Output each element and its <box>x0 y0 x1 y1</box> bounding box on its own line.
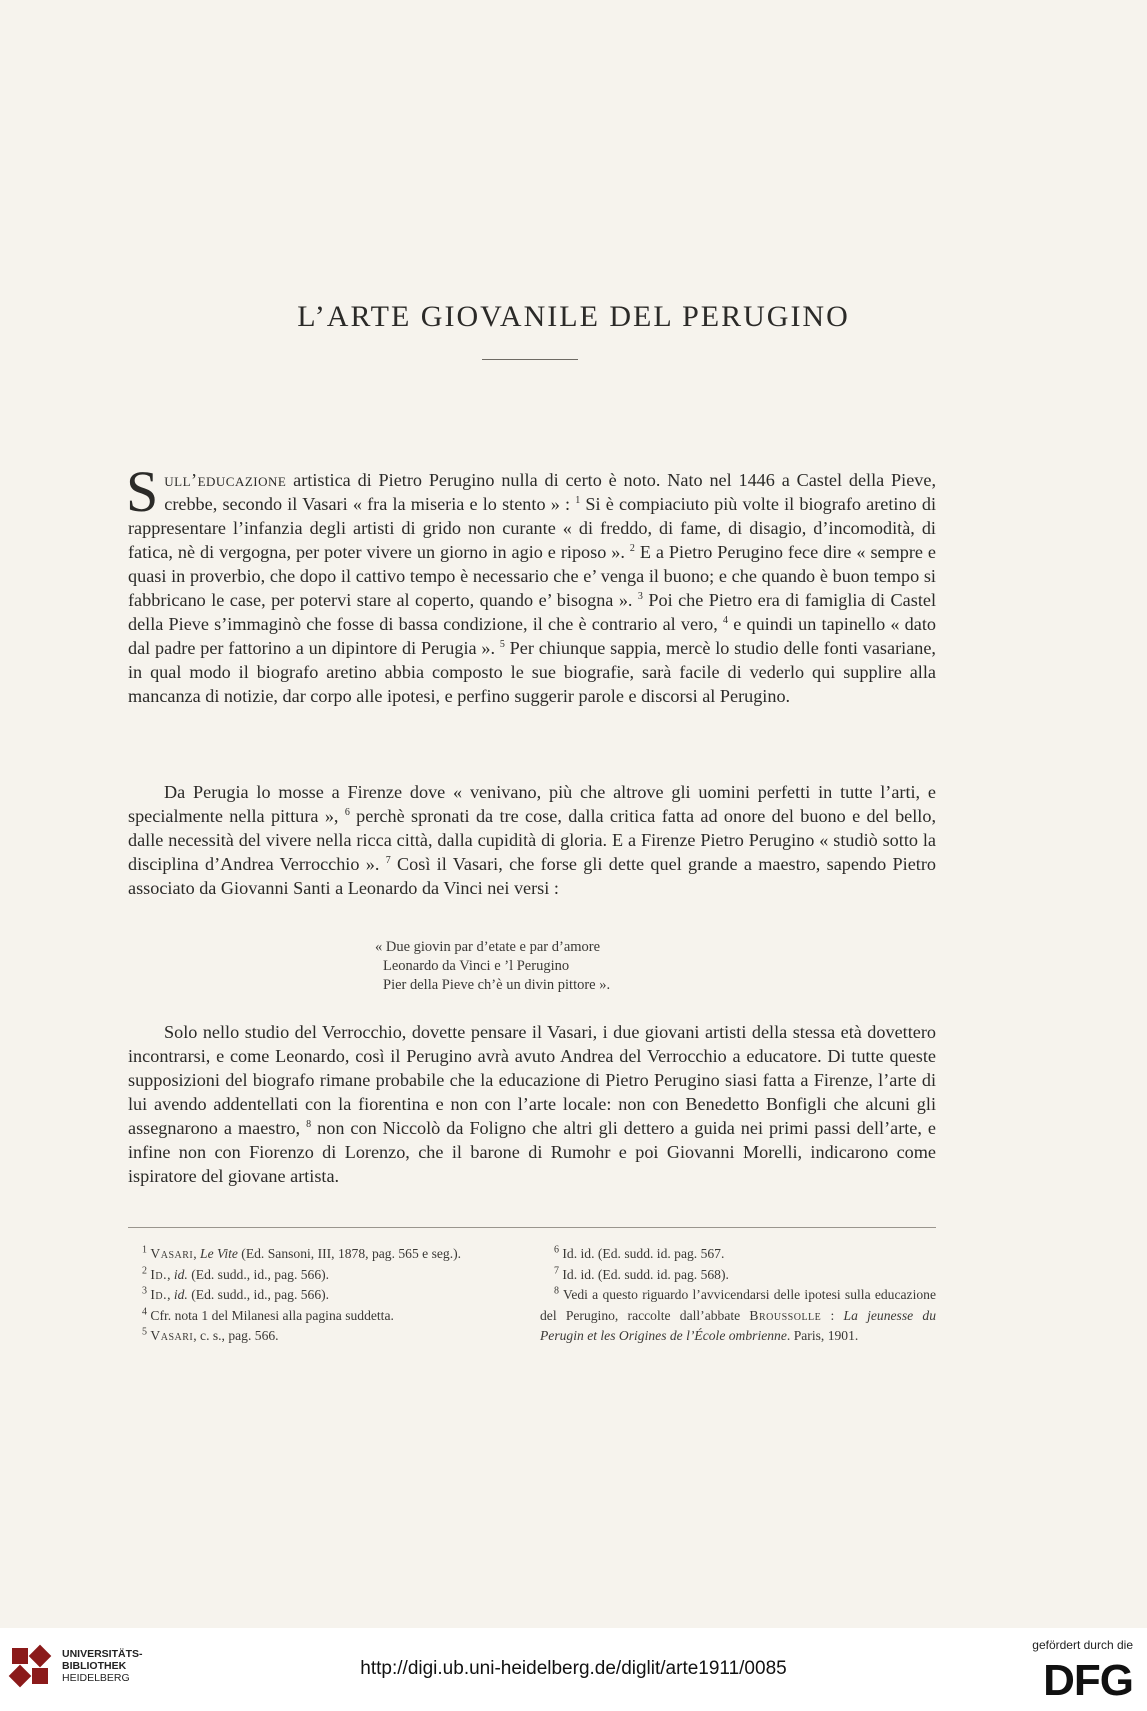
footnote-ref-5[interactable]: 5 <box>499 638 505 650</box>
footnotes-left-column <box>128 1244 520 1347</box>
footnote-author: Id. <box>150 1266 168 1282</box>
library-name-line: BIBLIOTHEK <box>62 1660 127 1672</box>
lead-in-smallcaps: ull’educazione <box>164 470 287 490</box>
footnote-title: id. <box>173 1287 188 1302</box>
paragraph-2-text-b: perchè spronati da tre cose, dalla critica fatta ad onore del buono e del bello, dalle necessità del vivere nella ricca città, dalla cupidità di gloria. E a Firenze Pietro Perugino « studiò sotto la disciplina d’Andrea Verrocchio ». <box>128 806 936 874</box>
verse-line: « Due giovin par d’etate e par d’amore <box>375 939 601 955</box>
paragraph-2 <box>128 780 936 900</box>
footnote-ref-3[interactable]: 3 <box>637 590 643 602</box>
footnote-author: Broussolle <box>749 1307 822 1323</box>
footnote-text: Cfr. nota 1 del Milanesi alla pagina suddetta. <box>147 1307 394 1323</box>
footnote-separator: , <box>167 1287 174 1302</box>
article-title: L’ARTE GIOVANILE DEL PERUGINO <box>297 300 850 334</box>
footnote-separator: , <box>167 1266 174 1282</box>
paragraph-1-text-d: Poi che Pietro era di famiglia di Castel della Pieve s’immaginò che fosse di bassa condizione, il che è contrario al vero, <box>128 590 936 634</box>
footnote-4 <box>128 1306 520 1327</box>
paragraph-1-text-e: e quindi un tapinello « dato dal padre per fattorino a un dipintore di Perugia ». <box>128 614 936 658</box>
footnote-number: 7 <box>554 1264 559 1276</box>
footnote-7 <box>540 1265 936 1286</box>
paragraph-1 <box>126 459 936 708</box>
footnote-number: 8 <box>554 1285 559 1297</box>
footnote-2 <box>128 1265 520 1286</box>
footnote-author: Vasari <box>150 1328 194 1343</box>
footnote-6 <box>540 1244 936 1265</box>
verse-quote <box>375 938 610 995</box>
paragraph-1-text-f: Per chiunque sappia, mercè lo studio delle fonti vasariane, in qual modo il biografo aretino abbia composto le sue biografie, sarà facile di vederlo qui supplire alla mancanza di notizie, dar corpo alle ipotesi, e perfino suggerir parole e discorsi al Perugino. <box>128 638 936 706</box>
footnote-separator: , <box>193 1246 201 1261</box>
paragraph-1-text-c: E a Pietro Perugino fece dire « sempre e quasi in proverbio, che dopo il cattivo tempo è necessario che e’ venga il buono; e che quando è buon tempo si fabbricano le case, per potervi stare al coperto, quando e’ bisogna ». <box>128 542 936 610</box>
verse-line: Pier della Pieve ch’è un divin pittore ». <box>383 977 611 993</box>
paragraph-1-text-a: artistica di Pietro Perugino nulla di certo è noto. Nato nel 1446 a Castel della Pieve, crebbe, secondo il Vasari « fra la miseria e lo stento » : <box>164 470 936 514</box>
footnote-text: Id. id. (Ed. sudd. id. pag. 568). <box>559 1266 729 1282</box>
footnote-number: 3 <box>142 1285 147 1297</box>
footnote-separator: : <box>821 1307 844 1323</box>
library-name-line: HEIDELBERG <box>62 1672 130 1684</box>
footnote-author: Id. <box>150 1287 168 1302</box>
footnote-text: Vedi a questo riguardo l’avvicendarsi delle ipotesi sulla educazione del Perugino, raccolte dall’abbate <box>540 1287 936 1323</box>
footnote-ref-2[interactable]: 2 <box>629 542 635 554</box>
footnote-ref-1[interactable]: 1 <box>575 494 581 506</box>
permalink-url[interactable]: http://digi.ub.uni-heidelberg.de/diglit/arte1911/0085 <box>360 1658 787 1679</box>
paragraph-3-text-a: Solo nello studio del Verrocchio, dovette pensare il Vasari, i due giovani artisti della stessa età dovettero incontrarsi, e come Leonardo, così il Perugino avrà avuto Andrea del Verrocchio a educatore. Di tutte queste supposizioni del biografo rimane probabile che la educazione di Pietro Perugino siasi fatta a Firenze, l’arte di lui avendo addentellati con la fiorentina e non con l’arte locale: non con Benedetto Bonfigli che alcuni gli assegnarono a maestro, <box>128 1022 936 1138</box>
footnote-text: Id. id. (Ed. sudd. id. pag. 567. <box>559 1246 725 1261</box>
footnote-title: Le Vite <box>200 1246 238 1261</box>
footnote-3 <box>128 1285 520 1306</box>
footnote-text: (Ed. sudd., id., pag. 566). <box>187 1266 330 1282</box>
footnote-number: 1 <box>142 1244 147 1256</box>
footnote-8 <box>540 1285 936 1347</box>
footnote-number: 4 <box>142 1305 147 1317</box>
footnote-ref-6[interactable]: 6 <box>344 806 350 818</box>
drop-cap: S <box>126 459 159 524</box>
footnote-title: id. <box>173 1266 188 1282</box>
library-name-line: UNIVERSITÄTS- <box>62 1648 143 1660</box>
paragraph-3-text-b: non con Niccolò da Foligno che altri gli dettero a guida nei primi passi dell’arte, e infine non con Fiorenzo di Lorenzo, che il barone di Rumohr e poi Giovanni Morelli, indicarono come ispiratore del giovane artista. <box>128 1118 937 1186</box>
title-divider <box>482 359 578 360</box>
footnote-5 <box>128 1326 520 1347</box>
footnote-number: 2 <box>142 1264 147 1276</box>
paragraph-1-text-b: Si è compiaciuto più volte il biografo aretino di rappresentare l’infanzia degli artisti di grido non curante « di freddo, di fame, di disagio, d’incomodità, di fatica, nè di vergogna, per poter vivere un giorno in agio e riposo ». <box>128 494 936 562</box>
footnote-number: 5 <box>142 1326 147 1338</box>
dfg-logo: DFG <box>1043 1656 1133 1705</box>
footnote-divider <box>128 1227 936 1228</box>
footnote-number: 6 <box>554 1244 559 1256</box>
paragraph-2-text-c: Così il Vasari, che forse gli dette quel grande a maestro, sapendo Pietro associato da Giovanni Santi a Leonardo da Vinci nei versi : <box>128 854 936 898</box>
footnote-ref-7[interactable]: 7 <box>385 854 391 866</box>
footnote-text: (Ed. sudd., id., pag. 566). <box>187 1287 330 1302</box>
footnote-ref-8[interactable]: 8 <box>306 1118 312 1130</box>
paragraph-3 <box>128 1020 936 1188</box>
footnote-ref-4[interactable]: 4 <box>723 614 728 626</box>
verse-line: Leonardo da Vinci e ’l Perugino <box>383 958 570 974</box>
funding-label: gefördert durch die <box>1032 1638 1133 1652</box>
footnotes-right-column <box>540 1244 936 1347</box>
footnote-title: La jeunesse du Perugin et les Origines de l’École ombrienne <box>540 1307 936 1343</box>
footnote-text: (Ed. Sansoni, III, 1878, pag. 565 e seg.). <box>237 1246 462 1261</box>
footnote-text: . Paris, 1901. <box>786 1328 859 1343</box>
viewer-footer <box>0 1628 1147 1711</box>
paragraph-2-text-a: Da Perugia lo mosse a Firenze dove « venivano, più che altrove gli uomini perfetti in tutte l’arti, e specialmente nella pittura », <box>128 782 936 826</box>
footnote-author: Vasari <box>150 1246 194 1261</box>
footnote-text: , c. s., pag. 566. <box>193 1328 279 1343</box>
footnote-1 <box>128 1244 520 1265</box>
